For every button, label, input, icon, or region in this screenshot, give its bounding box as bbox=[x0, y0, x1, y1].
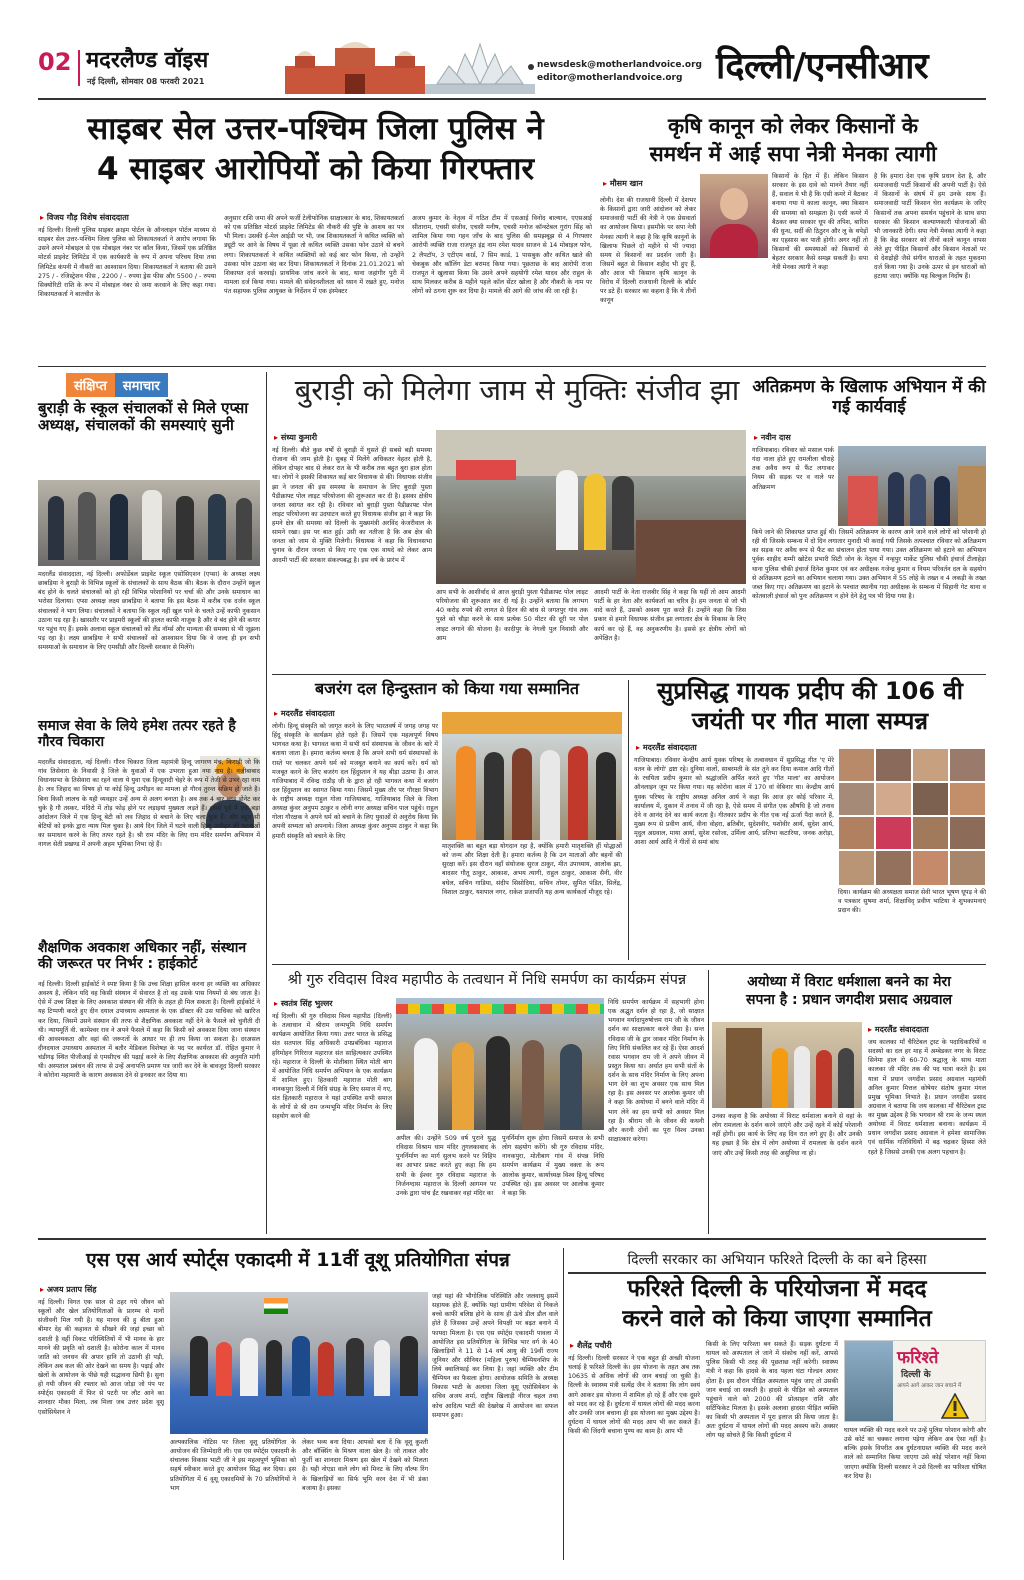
ayodhya-headline-line1: अयोध्या में विराट धर्मशाला बनने का मेरा bbox=[747, 974, 951, 990]
burari-col1: नई दिल्ली। बीते कुछ वर्षों से बुराड़ी में घुसते ही सबसे बड़ी समस्या रोजाना की जाम होती है। सुबह में मिलेंगे अधिकतर वेहतर होती है, लेकिन दोपहर बाद से लेकर रात के भी करीब तक बहुत बुरा हाल होता था। लोगों ने इसकी शिकायत कई बार विधायक से की। विधायक संजीव झा ने जनता की इस समस्या के समाधान के लिए बुराड़ी पुस्ता पैडीक्राफ्ट पोल लाइट परियोजना की शुरूआत कर दी है। इसका क्षेत्रीय जनता स्वागत कर रही है। रविवार को बुराड़ी पुस्ता पैडीक्राफ्ट पोल लाइट परियोजना का उदघाटन करते हुए विधायक संजीव झा ने कहा कि हमने क्षेत्र की समस्या को दिल्ली के मुख्यमंत्री अरविंद केजरीवाल के सामने रखा। इस पर बात हुई। उसी का नतीजा है कि अब क्षेत्र की जनता को जाम से मुक्ति मिलेगी। विधायक ने कहा कि विधानसभा चुनाव के दौरान जनता से किए गए एक एक वायदे को लेकर आम आदमी पार्टी की सरकार संकल्पबद्ध है। इस वर्ष के प्रारंभ में bbox=[272, 447, 432, 564]
rule-guru bbox=[708, 970, 709, 1234]
brief-tag-2: समाचार bbox=[115, 373, 168, 397]
webinar-tile bbox=[912, 850, 949, 886]
pradeep-headline-line1: सुप्रसिद्ध गायक प्रदीप की 106 वी bbox=[657, 677, 963, 705]
story2-col2: किसानों के हित में हैं। लेकिन किसान सरकार के इस दावे को मानने तैयार नहीं हैं, सवाल ये भी है कि एसी कमरे में बैठकर बनाया गया ये काला कानून, क्या किसान की समस्या को समझता है। एसी कमरे में बैठकर क्या सरकार धूप की तपिश, बारिश की धुन्ध, सर्दी की ठिठुरन और लू के थपेड़ों का एहसास कर पाती होगी। अगर नहीं तो किसानों की समस्याओं को किसानों से बेहतर सरकार कैसे समझ सकती है। सपा नेत्री मेनका त्यागी ने कहा bbox=[772, 173, 868, 272]
farishte-banner: दिल्ली सरकार का अभियान फरिश्ते दिल्ली के का बने हिस्सा bbox=[568, 1250, 986, 1274]
zoom-webinar-grid bbox=[838, 748, 986, 886]
webinar-tile bbox=[838, 850, 875, 886]
editor-email: editor@motherlandvoice.org bbox=[537, 73, 683, 83]
menka-tyagi-photo bbox=[700, 174, 768, 258]
farishte-headline-line2: करने वाले को किया जाएगा सम्मानित bbox=[622, 1306, 932, 1333]
burari-col2: आप सभी के आशीर्वाद से आज बुराड़ी पुस्ता पैडीक्राफ्ट पोल लाइट परियोजना की शुरूआत कर दी गई है। उन्होंने बताया कि लगभग 40 करोड़ रुपये की लागत से हिरन की बांध से जगतपुर गांव तक पुस्ते को चौड़ा करने के साथ प्रत्येक 50 मीटर की दूरी पर पोल लाइट लगाने की योजना है। कादीपुर के नेगली पुल निवासी और आम bbox=[436, 589, 588, 642]
bajrang-headline: बजरंग दल हिन्दुस्तान को किया गया सम्मानित bbox=[315, 679, 579, 698]
story1-headline bbox=[38, 112, 593, 187]
brief1-photo bbox=[38, 480, 260, 566]
brief-tags bbox=[66, 373, 168, 397]
brief3-headline: शैक्षणिक अवकाश अधिकार नहीं, संस्थान की जरूरत पर निर्भर : हाईकोर्ट bbox=[38, 940, 247, 973]
section-title: दिल्ली/एनसीआर bbox=[716, 46, 929, 87]
brief3-text: नई दिल्ली। दिल्ली हाईकोर्ट ने स्पष्ट किया है कि उच्च शिक्षा हासिल करना हर व्यक्ति का अधिकार अवश्य है, लेकिन यदि वह किसी संस्थान में सेवारत है तो वह उसके पास नियमों से बंध जाता है। ऐसे में उच्च शिक्षा के लिए अवकाश संस्थान की नीति के तहत ही मिल सकता है। दिल्ली हाईकोर्ट ने यह टिप्पणी करते हुए दीन दयाल उपाध्याय अस्पताल के एक डॉक्टर की उस याचिका को खारिज कर दिया, जिसमें उसने संस्थान की तरफ से शैक्षणिक अवकाश नहीं देने के फैसले को चुनौती दी थी। न्यायमूर्ति वी. कामेश्वर राव ने अपने फैसले में कहा कि किसी को अवकाश दिया जाना संस्थान की आवश्यकता और वहां की जरूरतों के आधार पर ही तय किया जा सकता है। दरअसल दीनदयाल उपाध्याय अस्पताल में बतौर मेडिकल विशेषज्ञ के पद पर कार्यरत डॉ. रोहित कुमार ने चंडीगढ़ स्थित पीजीआई से एमसीएच की पढ़ाई करने के लिए शैक्षणिक अवकाश की अनुमति मांगी थी। अस्पताल प्रबंधन की तरफ से उन्हें अनापत्ति प्रमाण पत्र जारी कर देने के बावजूद दिल्ली सरकार ने कोरोना महामारी के कारण अवकाश देने से इनकार कर दिया था। bbox=[38, 981, 260, 1080]
farishte-ad-title: फरिश्ते bbox=[897, 1348, 939, 1368]
brief2-text: मदरलैंड संवाददाता, नई दिल्ली। गौरव चिकारा जिला महामंत्री हिन्दू जागरण मंच, किराड़ी जो कि गांव तिसेवारा के निवासी है जिले के युवाओं में एक उभरता हुआ नया नाम है। नजीबाबाद विधानसभा के तिसेवारा का रहने वाला ये युवा एक हिन्दूवादी चेहरे के रूप में तेजी से उभर रहा नाम है। लव जिहाद का विषय हो या कोई हिन्दू उत्पीड़न का मामला हो गौरव तुरन्त सक्रिय हो जाते है। बिना किसी लालच के यही व्यवहार उन्हें अन्य से अलग बनाता है। अब तक 4 बार ब्लड डोनेट कर चुके है गौ तस्कर, मंदिरो में तोड़ फोड़ होने पर लड़ाइयां मुख्यता लड़ते हैं। इससे पूर्व में एक बड़ा आंदोलन जिले में एक हिन्दू बेटी को लव जिहाद से बचाने के लिए चला चुके हैं। और बहुत सी बेटियों को इनके द्वारा न्याय मिल चुका है। आये दिन जिले में घटने वाली हिन्दू उत्पीड़न की घटनाओं का समाधान करने के लिए तत्पर रहते है। श्री राम मंदिर के लिए राम मंदिर समर्पण अभियान में नागल सेती प्रखण्ड में अपनी अहम भूमिका निभा रहे हैं। bbox=[38, 759, 260, 849]
farishte-ad bbox=[844, 1340, 986, 1422]
encroach-byline: ▸ नवीन दास bbox=[754, 432, 791, 443]
farishte-ad-line: आपने आगे आकर जान बचाने में bbox=[897, 1383, 962, 1389]
ayodhya-headline-line2: सपना है : प्रधान जगदीश प्रसाद अग्रवाल bbox=[746, 992, 952, 1009]
masthead-rule bbox=[38, 98, 986, 100]
sports-col4: जहां यहां की भौगोलिक परिस्थिति और जलवायु इसमें सहायक होते हैं, क्योंकि यहां ग्रामीण परिवेश से निकले बच्चे काफी बलिष्ठ होने के साथ ही ऊंचे डील डौल वाले होते हैं जिसका उन्हें अपने विपक्षी पर बढ़त बनाने में फायदा मिलता है। एस एस स्पोर्ट्स एकादमी पावला में आयोजित इस प्रतियोगिता के विभिन्न भार वर्ग के 40 खिलाड़ियों ने 11 से 14 वर्ष आयु की 19वीं राज्य जूनियर और सीनियर (महिला पुरुष) चैम्पियनशिप के लिये क्वालिफाई कर लिया है। जहां व्यक्ति और टीम चैम्पियन का फैसला होगा। आयोजक समिति के अध्यक्ष विकास भाटी के अलावा जिला वूशू एसोसियेशन के सचिव अजय शर्मा, राष्ट्रीय खिलाड़ी नीरज चहल तथा कोच आदित्य भाटी की देखरेख में आयोजन का सफल समापन हुआ। bbox=[432, 1293, 558, 1419]
brief1-headline: बुराड़ी के स्कूल संचालकों से मिले एप्सा अध्यक्ष, संचालकों की समस्याएं सुनी bbox=[38, 399, 249, 435]
encroach-col1: गाजियाबाद। रविवार को मसाल पार्क गंदा नाला होते हुए रामलीला चौराहे तक अवैध रूप से फैंट लगाकर नियम की सड़क पर व नाले पर अतिक्रमण bbox=[752, 447, 834, 491]
burari-byline: ▸ संध्या कुमारी bbox=[274, 432, 317, 443]
ayodhya-col1: जय कालका माँ चैरिटेबल ट्रस्ट के पदाधिकारियों व सदस्यो का दल हर माह में अम्बेडकर नगर के विराट सिनेमा हाल से 60-70 श्रद्धालु के साथ माता कालका जी मंदिर तक की पद यात्रा करते है। इस यात्रा में प्रधान जगदीश प्रसाद अग्रवाल महामंत्री अनिल कुमार मित्तल कोषेयर संतोष कुमार मंगल प्रमुख भूमिका निभाते है। प्रधान जगदीश प्रसाद अग्रवाल ने बताया कि जय कालका माँ चैरिटेबल ट्रस्ट का मुख्य उद्देश्य है कि भगवान श्री राम के जन्म स्थल अयोध्या में विराट धर्मशाला बनाना। कार्यक्रम में प्रधान जगदीश प्रसाद अग्रवाल ने हमेशा सामाजिक एवं धार्मिक गतिविधियों में बढ़ चढ़कर हिस्सा लेते रहते है जिससे उनकी एक अलग पहचान है। bbox=[868, 1039, 986, 1156]
burari-col3: आदमी पार्टी के नेता राजबीर सिंह ने कहा कि यहीं तो आम आदमी पार्टी के हर नेता और कार्यकर्ता का चरित्र है। हम जनता से जो भी वादे करते हैं, उसको अवश्य पूरा करते हैं। उन्होंने कहा कि जिस प्रकार से हमारे विधायक संजीव झा लगातार क्षेत्र के विकास के लिए कार्य कर रहे हैं, वह अनुकरणीय है। इससे हर क्षेत्रीय लोगों को अपेक्षित है। bbox=[594, 589, 746, 642]
farishte-headline-line1: फरिश्ते दिल्ली के परियोजना में मदद bbox=[627, 1276, 927, 1302]
webinar-tile bbox=[875, 816, 912, 850]
bajrang-byline: ▸ मदरलैंड संवाददाता bbox=[274, 708, 335, 719]
webinar-tile bbox=[912, 816, 949, 850]
brief-tag-1: संक्षिप्त bbox=[66, 373, 115, 397]
sports-photo bbox=[170, 1292, 428, 1434]
story1-headline-line1: साइबर सेल उत्तर-पश्चिम जिला पुलिस ने bbox=[87, 111, 544, 147]
red-fort-illustration bbox=[285, 38, 425, 94]
masthead bbox=[0, 0, 1024, 100]
webinar-tile bbox=[912, 782, 949, 816]
pradeep-caption: दिया। कार्यक्रम की अध्यक्षता समाज सेवी भारत भूषण धूपड़ ने की व पत्रकार सुषमा शर्मा, शिक्षाविद् प्रवीण भाटिया ने शुभकामनाएं प्रदान की। bbox=[838, 889, 986, 915]
farishte-col2: किसी के लिए फरिश्ता बन सकते हैं। सड़क दुर्घटना में घायल को अस्पताल ले जाने में संकोच नहीं करें, आपसे पुलिस किसी भी तरह की पूछताछ नहीं करेगी। स्वास्थ्य मंत्री ने कहा कि हादसे के बाद पहला घंटा गोल्डन आवर होता है। इस दौरान पीड़ित अस्पताल पहुंच जाए तो उसकी जान बचाई जा सकती है। हादसे के पीड़ित को अस्पताल पहुंचाने वाले को 2000 की प्रोत्साहन राशि और सर्टिफिकेट मिलता है। इसके अलावा हादसा पीड़ित व्यक्ति का किसी भी अस्पताल में पूरा इलाज फ्री किया जाता है। अतः दुर्घटना में घायल लोगों की मदद अवश्य करें। अक्सर लोग यह सोचते हैं कि किसी दुर्घटना में bbox=[706, 1341, 838, 1440]
newsdesk-email: newsdesk@motherlandvoice.org bbox=[537, 60, 702, 70]
ayodhya-col2: उनका कहना है कि अयोध्या में विराट धर्मशाला बनाने से वहां के लोग रामलला के दर्शन करने जाएंगे और उन्हें रहने में कोई परेशानी नहीं होगी। इस कार्य के लिए वह दिन रात लगे हुए हैं। और उनकी यह इच्छा है कि क्षेत्र में लोग अयोध्या में रामलला के दर्शन करने जाएं और उन्हें किसी तरह की असुविधा ना हो। bbox=[712, 1113, 862, 1157]
pradeep-headline-line2: जयंती पर गीत माला सम्पन्न bbox=[691, 706, 929, 735]
rule-top-section bbox=[38, 366, 986, 367]
story1-byline: ▸ विजय गौड़ विशेष संवाददाता bbox=[40, 212, 129, 223]
sports-col1: नई दिल्ली। विगत एक साल से ठहर गये जीवन को स्कूलों और खेल प्रतियोगिताओं के प्रारम्भ से मानों संजीवनी मिल गयी है। यह मानव की हु बीता हुआ बीमार देह की कहावत से सीखने की जहां इच्छा को दशाती है वहीं विकट परिस्थितियों में भी मानव के हार मानने की प्रवृति को दशाती है। कोरोना काल में मानव जाति को जनधन की अपार हानि तो उठानी ही पड़ी, लेकिन अब कल की ओर देखने का समय है। पढ़ाई और खेलों के आयोजन के पीछे यही सद्भावना छिपी है। सुना हो गयी जीवन की रफ्तार को आज जोड़ा जो पंप पर स्पोर्ट्स एकादमी में फिर से पटरी पर लौट आने का शानदार मौका मिला, तब मिला जब उत्तर प्रदेश वूशू एसोसियेशन ने bbox=[38, 1299, 164, 1416]
webinar-tile bbox=[838, 816, 875, 850]
brief-column-rule bbox=[266, 372, 267, 1234]
story2-headline bbox=[600, 114, 986, 166]
webinar-tile bbox=[949, 782, 986, 816]
farishte-headline bbox=[568, 1276, 986, 1333]
story2-byline: ▸ मौसम खान bbox=[603, 178, 643, 189]
story1-col1: नई दिल्ली। दिल्ली पुलिस साइबर क्राइम पोर्टल के ऑनलाइन पोर्टल माध्यम से साइबर सेल उत्तर-पश्चिम जिला पुलिस को शिकायतकर्ता ने आरोप लगाया कि उसने अपने मोबाइल से एक मोबाइल नंबर पर कॉल किया, जिसमें एक प्रतिष्ठित मोटर्स प्राइवेट लिमिटेड में एक कार्यकारी के रूप में अपना परिचय दिया तथा लिमिटेड कंपनी में नौकरी का आश्वासन दिया। शिकायतकर्ता ने बताया की उसने 275 / - रजिस्ट्रेशन फीस , 2200 / - रुपया ड्रेस फीस और 5500 / - रुपया सिक्योरिटी राशि के रूप में मोबाइल नंबर से जमा करवाने के लिए कहा गया। शिकायतकर्ता ने बातचीत के bbox=[38, 227, 216, 298]
story2-col1: लोनी। देश की राजधानी दिल्ली में देशभर के किसानों द्वारा जारी आंदोलन को लेकर समाजवादी पार्टी की नेत्री ने एक प्रेसवार्ता का आयोजन किया। इसमौके पर सपा नेत्री मेनका त्यागी ने कहा है कि कृषि कानूनों के खिलाफ पिछले दो महीने से भी ज्यादा समय से किसानों का प्रदर्शन जारी है। जिसमें बहुत से किसान शहीद भी हुए हैं, और आज भी किसान कृषि कानून के विरोध में दिल्ली राजधानी दिल्ली के बॉर्डर पर डटे हैं। सरकार का कहना है कि ये तीनों कानून bbox=[600, 197, 696, 305]
ayodhya-headline bbox=[712, 974, 986, 1008]
pradeep-headline bbox=[634, 678, 986, 735]
story2-headline-line1: कृषि कानून को लेकर किसानों के bbox=[667, 114, 919, 138]
guru-headline: श्री गुरु रविदास विश्व महापीठ के तत्वधान में निधि समर्पण का कार्यक्रम संपन्न bbox=[287, 972, 687, 988]
farishte-col1: नई दिल्ली। दिल्ली सरकार ने एक बहुत ही अच्छी योजना चलाई है फरिश्ते दिल्ली के। इस योजना के तहत अब तक 10635 से अधिक लोगों की जान बचाई जा चुकी है। दिल्ली के स्वास्थ्य मंत्री सत्येंद्र जैन ने बताया कि लोग स्वयं आगे आकर इस योजना में शामिल हो रहे हैं और एक दूसरे को मदद कर रहे हैं। दुर्घटना में घायल लोगों की मदद करना और उनकी जान बचाना ही इस योजना का मुख्य उद्देश्य है। दुर्घटना में घायल लोगों की मदद आप भी कर सकते हैं। किसी की जिंदगी बचाना पुण्य का काम है। आप भी bbox=[568, 1355, 700, 1435]
encroach-col2: किये जाने की शिकायत प्राप्त हुई थी। जिसमें अतिक्रमण के कारण आने जाने वाले लोगों को परेशानी हो रही थी जिसके सम्बन्ध में दो दिन लगातार मुनादी भी कराई गयी जिसके तत्पश्चात रविवार को अतिक्रमण का सड़क पर अवैध रूप से फैंट का संचालन होता पाया गया। उक्त अतिक्रमण को हटाने का अभियान पूर्वक शाहीद शम्मी खोटेस प्रभारी सिटी जोन के नेतृत्व में नन्हपुर मार्केट पुलिस चौकी इंचार्ज टीलाहेड़ा थाना पुलिस चौकी इंचार्ज दिनेश कुमार एवं कर अधीक्षक गजेन्द्र कुमार व नियम परिवर्तन दल के सहयोग से अतिक्रमण हटाने का अभियान चलाया गया। उक्त अभियान में 55 लोहे के तख्त व 4 लकड़ी के तख्त जब्त किए गए। अतिक्रमण का हटाने के पश्चात स्थानीय गदा अधीक्षक के सम्बन्ध में सिहानी गेट थाना व कोतवाली इंचार्ज को पुनः अतिक्रमण न होने देने हेतु पत्र भी दिया गया है। bbox=[752, 529, 986, 600]
farishte-ad-subtitle: दिल्ली के bbox=[901, 1370, 931, 1380]
rule-sports bbox=[563, 1248, 564, 1560]
rule-mid1 bbox=[272, 674, 986, 675]
sports-col2: अल्पकालिक नोटिस पर जिला वूशू प्रतियोगिता के आयोजन की जिम्मेदारी ली। एस एस स्पोर्ट्स एकादमी के संचालक विकास भाटी जी ने इस महत्वपूर्ण भूमिका को सहर्ष स्वीकार करते हुए आयोजन सिद्ध कर दिया। इस प्रतियोगिता में 6 वूशू एकादमियों के 70 प्रतियोगियों ने भाग bbox=[170, 1439, 296, 1492]
sports-col3: लेकर भव्य बना दिया। आपको बता दें कि वूशू कुश्ती और बॉक्सिंग के मिश्रण वाला खेल है। जो ताकत और फुर्ती का शानदार मिश्रण इस खेल में देखने को मिलता है। यही नोएडा वाले लोग को मिनट के लिए वॉल्फ रिंग के खिलाड़ियों का सिर्फ भूमि वरन देश में भी डंका बजाया है। इसका bbox=[302, 1439, 428, 1492]
ayodhya-photo bbox=[712, 1022, 862, 1108]
webinar-tile bbox=[875, 748, 912, 782]
guru-photo bbox=[396, 998, 604, 1130]
pradeep-col1: गाजियाबाद। रविवार केन्द्रीय आर्य युवक परिषद के तत्वावधान में सुप्रसिद्ध गीत 'ए मेरे वतन के लोगो' द्रष्टा रहे। दुनिया वालों, साबरमती के संत तूने कर दिया कमाल आदि गीतों के रचयिता प्रदीप कुमार को श्रद्धांजलि अर्पित करते हुए 'गीत माला' का आयोजन ऑनलाइन जूम पर किया गया। यह कोरोना काल में 170 वां वेबिनार था। केन्द्रीय आर्य युवक परिषद के राष्ट्रीय अध्यक्ष अनिल आर्य ने कहा कि आज हर कोई परिवार में, कार्यालय में, दुकान में तनाव में जी रहा है, ऐसे समय में संगीत एक औषधि है जो तनाव देने व आनंद देने का कार्य करता है। गीतकार प्रदीप के गीत एक नई ऊर्जा पैदा करते हैं, मुख्य रूप से प्रवीण आर्य, वीना वोहरा, ब्रतिबीर, सुदेशवीर, यशोवीर आर्य, सुदेश आर्य, मृदुल अग्रवाल, माया आर्या, सुरेश रसोजा, उर्मिला आर्य, प्रतिभा कटारिया, जनक अरोड़ा, आशा आर्य आदि ने गीतों से समां बांध bbox=[634, 757, 834, 847]
bajrang-col1: लोनी। हिन्दू संस्कृति को जागृत करने के लिए भारतवर्ष में जगह जगह पर हिंदू संस्कृति के कार्यक्रम होते रहते हैं। जिसमें एक महत्वपूर्ण विषय भागवत कथा है। भागवत कथा में सभी धर्म संस्थापक के जीवन के बारे में बताया जाता है। हमारा कर्तव्य बनता है कि अपने सभी धर्म संस्थापकों के रास्ते पर चलकर अपने धर्म को मजबूत बनाने का कार्य करें। धर्म को मजबूत करने के लिए बजरंग दल हिंदुस्तान ने यह बीड़ा उठाया है। आज गाजियाबाद में रविन्द्र राठौड़ जी के द्वारा हो रही भागवत कथा में बजरंग दल हिंदुस्तान का स्वागत किया गया। जिसमें मुख्य तौर पर गौरक्षा विभाग के राष्ट्रीय अध्यक्ष राहुल गोला गाजियाबाद, गाजियाबाद जिले के जिला अध्यक्ष कुंवर अनुपम ठाकुर व लोनी नगर अध्यक्ष सचिन पाल पहुंचे। राहुल गोला गौरक्षक ने अपने धर्म को बचाने के लिए युवाओं से अनुरोध किया कि अपनी सभ्यता को अपनाये। जिला अध्यक्ष कुंवर अनुपम ठाकुर ने कहा कि हमारी संस्कृति को बचाने के लिए bbox=[272, 723, 438, 840]
webinar-tile bbox=[838, 748, 875, 782]
webinar-tile bbox=[875, 782, 912, 816]
sports-headline: एस एस आर्य स्पोर्ट्स एकादमी में 11वीं वूशू प्रतियोगिता संपन्न bbox=[86, 1249, 510, 1271]
email-icon bbox=[528, 64, 534, 70]
encroach-photo bbox=[838, 446, 986, 526]
guru-col3: पुनर्निर्माण शुरू होगा जिसमें समाज के सभी लोग सहयोग करेंगे। श्री गुरु रविदास मंदिर, नानकपुरा, मोतीबाग गांव में संपन्न निधि समर्पण कार्यक्रम में मुख्य वक्ता के रूप आलोक कुमार, कार्याध्यक्ष विश्व हिन्दू परिषद उपस्थित रहे। इस अवसर पर आलोक कुमार ने कहा कि bbox=[502, 1135, 604, 1197]
masthead-divider bbox=[78, 50, 80, 86]
guru-col1: नई दिल्ली। श्री गुरु रविदास विश्व महापीठ (दिल्ली) के तत्वाधान में श्रीराम जन्मभूमि निधि समर्पण कार्यक्रम आयोजित किया गया। उत्तर भारत के प्रसिद्ध संत सतपाल सिंह अधिकारी उपप्रबंधिका महाराज हरिमोहन गिरिराज महाराज संत साहित्यकार उपस्थित रहे। महाराज ने दिल्ली के मोतीबाग़ स्थित मोती बाग में आयोजित निधि समर्पण अभियान के एक कार्यक्रम में शामिल हुए। हितकारी महाराज मोती बाग नानकपुरा दिल्ली में निधि संग्रह के लिए समाज में गए, संत हितकारी महाराज ने यहां उपस्थित सभी समाज के लोगों से श्री राम जन्मभूमि मंदिर निर्माण के लिए सहयोग करने की bbox=[272, 1013, 392, 1121]
rule-lower bbox=[38, 1238, 986, 1240]
burari-photo bbox=[436, 430, 746, 584]
story2-col3: है कि हमारा देश एक कृषि प्रधान देश है, और समाजवादी पार्टी किसानों की अपनी पार्टी है। ऐसे में किसानों के संघर्ष में हम उनके साथ हैं। समाजवादी पार्टी किसान घेरा कार्यक्रम के जरिए किसानों तक अपना समर्थन पहुंचाने के साथ सपा सरकार की किसान कल्याणकारी योजनाओं की भी जानकारी देगी। सपा नेत्री मेनका त्यागी ने कहा है कि केंद्र सरकार को तीनों काले कानून वापस लेते हुए पीड़ित किसानों और किसान नेताओं पर से देशद्रोही जैसे संगीन धाराओं के तहत मुकदमा दर्ज किया गया है। उनके ऊपर से इन धाराओं को हटाया जाए। क्योंकि यह बिल्कुल निर्दोष हैं। bbox=[874, 173, 986, 281]
dateline: नई दिल्ली, सोमवार 08 फरवरी 2021 bbox=[87, 77, 205, 86]
story1-col2: अनुसार राशि जमा की अपने फर्जी टेलीफोनिक साक्षात्कार के बाद, शिकायतकर्ता को एक प्रतिष्ठित मोटर्स प्राइवेट लिमिटेड की नौकरी की पुष्टि के आशय का पत्र भी मिला। उसकी ई-मेल आईडी पर भी, जब शिकायतकर्ता ने कथित व्यक्ति को ड्यूटी पर आने के विषय में पूछा तो कथित व्यक्ति उसका फोन उठाने से बचने लगा। शिकायतकर्ता ने कथित व्यक्तियों को कई बार फोन किया, तो उन्होंने उसका फोन उठाना बंद कर दिया। शिकायतकर्ता ने दिनांक 21.01.2021 को शिकायत दर्ज करवाई। प्राथमिक जांच करने के बाद, थाना जहांगीर पुरी में मामला दर्ज किया गया। मामले की संवेदनशीलता को ध्यान में रखते हुए, मनोज पंत सहायक पुलिस आयुक्त के निर्देशन में एक इंस्पेक्टर bbox=[224, 215, 404, 295]
webinar-tile bbox=[949, 748, 986, 782]
farishte-byline: ▸ शैलेंद्र पचौरी bbox=[570, 1340, 612, 1351]
encroach-headline: अतिक्रमण के खिलाफ अभियान में की गई कार्यवाई bbox=[752, 377, 986, 417]
webinar-tile bbox=[875, 850, 912, 886]
webinar-tile bbox=[838, 782, 875, 816]
guru-byline: ▸ स्वतंत्र सिंह भुल्लर bbox=[274, 998, 333, 1009]
sports-byline: ▸ अजय प्रताप सिंह bbox=[40, 1284, 97, 1295]
webinar-tile bbox=[949, 816, 986, 850]
brief2-headline: समाज सेवा के लिये हमेश तत्पर रहते है गौरव चिकारा bbox=[38, 718, 236, 751]
bajrang-col2: मातृशक्ति का बहुत बड़ा योगदान रहा है, क्योंकि हमारी मातृशक्ति हीं योद्धाओं को जन्म और शिक्षा देती है। हमारा कर्तव्य है कि उन माताओं और बहनों की सुरक्षा करें। इस दौरान वहाँ संयोजक सुरज ठाकुर, मीत उपाध्याय, आलोक झा, बादसर गौतू ठाकुर, आकाश, अभय त्यागी, राहुल ठाकुर, आकाश सैनी, वीर बघेल, सचिन गाडिया, संदीप सिसोदिया, सचिन तोमर, सुमित पंडित, सिलेंद्र, विशाल ठाकुर, यशपाल नगर, राकेश प्रजापति यह अन्य कार्यकर्ता मौजूद रहे। bbox=[442, 843, 622, 896]
lotus-temple-illustration bbox=[425, 40, 535, 94]
story1-headline-line2: 4 साइबर आरोपियों को किया गिरफ्तार bbox=[96, 150, 535, 187]
warning-sign-icon bbox=[941, 1393, 969, 1419]
guru-col4: निधि समर्पण कार्यक्रम में सहभागी होना एक अद्भुत दर्शन हो रहा है, जो साक्षात भगवान मर्यादापुरुषोत्तम राम जी के जीवन दर्शन का साक्षात्कार करने जैसा है। सन्त रविदास जी के द्वार जाकर मंदिर निर्माण के लिए निधि संकलित कर रहे हैं। ऐसा आदर्श रवास भगवान राम जी ने अपने जीवन में प्रस्तुत किया था। अर्थात हम सभी संतों के दर्शन के साथ मंदिर निर्माण के लिए अपना भाग देने का शुभ अवसर एक साथ मिल रहा है। इस अवसर पर आलोक कुमार जी ने कहा कि अयोध्या में बनने वाले मंदिर में भाग लेने का हम सभी को अवसर मिल रहा है। श्रीराम जी के जीवन की कथनी और करनी दोनों का पूरा विश्व उनका साक्षात्कार करेगा। bbox=[608, 999, 704, 1143]
webinar-tile bbox=[949, 850, 986, 886]
farishte-col3: घायल व्यक्ति की मदद करने पर उन्हें पुलिस परेशान करेगी और उसे कोर्ट का चक्कर लगाना पड़ेगा लेकिन अब ऐसा नहीं है। बल्कि इसके विपरीत अब दुर्घटनाग्रस्त व्यक्ति की मदद करने वाले को सम्मानित किया जाएगा उसे कोई परेशान नहीं किया जाएगा क्योंकि दिल्ली सरकार ने उसे दिल्ली का फरिश्ता घोषित कर दिया है। bbox=[844, 1427, 986, 1480]
pradeep-byline: ▸ मदरलैंड संवाददाता bbox=[636, 742, 697, 753]
brief1-text: मदरलैंड संवाददाता, नई दिल्ली। अफोर्डेबल प्राइवेट स्कूल एसोसिएशन (एप्सा) के अध्यक्ष लक्ष्य छाबड़िया ने बुराड़ी के विभिन्न स्कूलों के संचालकों के साथ बैठक की। बैठक के दौरान उन्होंने स्कूल बंद होने के चलते संचालकों को हो रही विभिन्न परेशानियों पर चर्चा की और उनके समाधान का भरोसा दिलाया। एप्सा अध्यक्ष लक्ष्य छाबड़िया ने बताया कि इस बैठक में करीब एक दर्जन स्कूल संचालकों ने भाग लिया। संचालकों ने बताया कि स्कूल नहीं खुल पाने के चलते उन्हें काफी नुकसान उठाना पड़ रहा है। खासतौर पर प्राइमरी स्कूलों की हालत काफी नाजुक है और वे बंद होने की कगार पर पहुंच गए हैं। इसके अलावा स्कूल संचालकों को लैंड नॉर्म्स और मान्यता की समस्या से भी जूझना पड़ रहा है। लक्ष्य छाबड़िया ने सभी संचालकों को आश्वासन दिया कि वे जल्द ही इन सभी समस्याओं के समाधान के लिए एमसीडी और दिल्ली सरकार से मिलेंगे। bbox=[38, 571, 260, 651]
story1-col3: अजय कुमार के नेतृत्व में गठित टीम में एसआई विनोद बाल्यान, एएसआई सीताराम, एचसी संजीव, एचसी मनीष, एचसी मनोज कॉन्स्टेबल गुरांग सिंह को शामिल किया गया गहन जाँच के बाद पुलिस की समझबूझ से 4 गिरफ्तार आरोपी व्यक्ति राजा राजपूत इंद्र नाम रमेश यादव साजन से 14 मोबाइल फोन, 2 लैपटॉप, 3 एटीएम कार्ड, 7 सिम कार्ड, 1 पासबुक और कथित खाते की चेकबुक और कॉलिंग डेटा बरामद किया गया। पूछताछ के बाद आरोपी राजा राजपूत ने खुलासा किया कि उसने अपने सहयोगी रमेश यादव और राहुल के साथ मिलकर करीब 8 महीने पहले कॉल सेंटर खोला है और नौकरी के नाम पर लोगों को ठगना शुरू कर दिया है। मामले की आगे की जांच की जा रही है। bbox=[412, 215, 592, 295]
webinar-tile bbox=[912, 748, 949, 782]
rule-bajrang bbox=[628, 680, 629, 960]
burari-headline: बुराड़ी को मिलेगा जाम से मुक्तिः संजीव झा bbox=[294, 373, 740, 407]
rule-mid2 bbox=[272, 964, 986, 965]
page-number: 02 bbox=[38, 48, 72, 76]
ayodhya-byline: ▸ मदरलैंड संवाददाता bbox=[868, 1024, 929, 1035]
bajrang-photo bbox=[442, 712, 622, 840]
guru-col2: अपील की। उन्होंने 509 वर्ष पुराने युद्ध रविदास विश्राम धाम मंदिर तुगलकाबाद के पुनर्निर्माण का मार्ग सुलभ करने पर विहिप का आभार प्रकट करते हुए कहा कि हम सभी के ईश्वर गुरु रविदास महाराज के निर्जनग्दास महाराज के दिल्ली आगमन पर उनके द्वारा पांच ईंट रखवाकर वहां मंदिर का bbox=[396, 1135, 496, 1197]
story2-headline-line2: समर्थन में आई सपा नेत्री मेनका त्यागी bbox=[649, 142, 937, 167]
paper-name: मदरलैण्ड वॉइस bbox=[86, 48, 209, 73]
